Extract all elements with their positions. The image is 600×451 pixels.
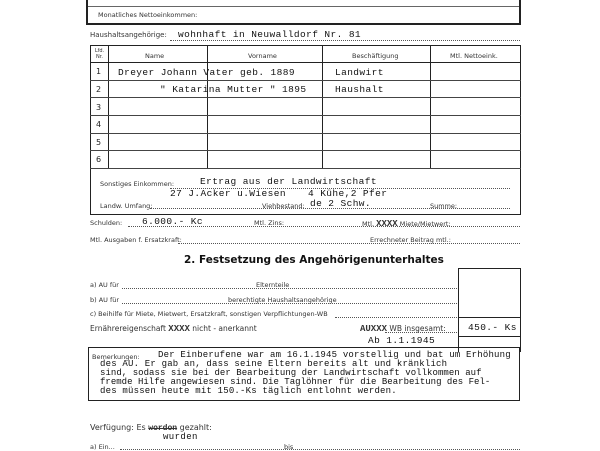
total-dots [385, 332, 457, 333]
col-header-vorname: Vorname [248, 52, 277, 60]
amount-box-left [458, 268, 459, 352]
remarks-line-4: fremde Hilfe angewiesen sind. Die Taglöhner für die Bearbeitung des Fel- [100, 377, 491, 387]
row-nr-2: 2 [96, 85, 102, 94]
col-header-name: Name [145, 52, 165, 60]
row-2-person: " Katarina Mutter " 1895 [160, 84, 307, 95]
top-box-right-border [519, 0, 521, 24]
debts-label: Schulden: [90, 219, 123, 227]
row-nr-3: 3 [96, 103, 102, 112]
line-b-middle: berechtigte Haushaltsangehörige [228, 296, 337, 304]
row-line-4 [90, 133, 521, 134]
row-line-2 [90, 97, 521, 98]
row-2-job: Haushalt [335, 84, 384, 95]
line-a-middle: Elternteile [256, 281, 290, 289]
amount-box-sep [458, 317, 521, 318]
amount-box-right [520, 268, 521, 352]
other-income-label: Sonstiges Einkommen: [100, 180, 175, 188]
rent-strike: XXXX [376, 219, 398, 229]
row-line-1 [90, 80, 521, 81]
total-strike: AUXXX [360, 324, 388, 334]
line-b-dots [122, 303, 457, 304]
order-label: Verfügung: Es wordon gezahlt: [90, 423, 212, 433]
farm-value: 27 J.Acker u.Wiesen [170, 188, 286, 199]
line-a-label: a) AU für [90, 281, 119, 289]
remarks-line-1: Der Einberufene war am 16.1.1945 vorstellig und bat um Erhöhung [158, 350, 511, 360]
debts-value: 6.000.- Kc [142, 216, 204, 227]
partial-label: a) Ein... [90, 443, 115, 451]
partial-label-2: bis [284, 443, 294, 451]
col-header-nr: Lfd. Nr. [94, 48, 105, 60]
interest-label: Mtl. Zins: [254, 219, 285, 227]
row-line-6 [90, 168, 521, 169]
top-box-left-border [86, 0, 88, 24]
contribution-label: Errechneter Beitrag mtl.: [370, 236, 451, 244]
row-nr-5: 5 [96, 138, 102, 147]
rent-label: Mtl. XXXX Miete/Mietwert: [362, 219, 451, 229]
expenses-label: Mtl. Ausgaben f. Ersatzkraft: [90, 236, 182, 244]
household-residence-typed: wohnhaft in Neuwalldorf Nr. 81 [178, 29, 362, 40]
farm-dotline [150, 208, 510, 209]
remarks-line-3: sind, sodass sie bei der Bearbeitung der Landwirtschaft vollkommen auf [100, 368, 482, 378]
col-header-job: Beschäftigung [352, 52, 399, 60]
row-1-person: Dreyer Johann Vater geb. 1889 [118, 67, 295, 78]
col-header-income: Mtl. Nettoeink. [450, 52, 498, 60]
household-label: Haushaltsangehörige: [90, 31, 167, 39]
livestock-value-2: de 2 Schw. [310, 198, 372, 209]
household-dotline [170, 40, 520, 41]
row-line-5 [90, 150, 521, 151]
monthly-income-label: Monatliches Nettoeinkommen: [98, 11, 198, 19]
total-value: 450.- Ks [468, 322, 517, 333]
from-date: Ab 1.1.1945 [368, 335, 436, 346]
remarks-line-2: des AU. Er gab an, dass seine Eltern bereits alt und kränklich [100, 359, 448, 369]
table-header-line [90, 62, 521, 63]
row-line-3 [90, 115, 521, 116]
debts-dotline [128, 226, 520, 227]
line-a-dots [122, 288, 457, 289]
other-income-value: Ertrag aus der Landwirtschaft [200, 176, 377, 187]
order-strike: wordon [148, 424, 178, 433]
row-nr-4: 4 [96, 120, 102, 129]
line-c-label: c) Beihilfe für Miete, Mietwert, Ersatzkraft, sonstigen Verpflichtungen-WB [90, 310, 328, 318]
livestock-label: Viehbestand: [262, 202, 305, 210]
expenses-dotline [178, 243, 520, 244]
farm-label: Landw. Umfang: [100, 202, 153, 210]
amount-box-bottom [458, 336, 521, 337]
sum-label: Summe: [430, 202, 458, 210]
total-label: AUXXX WB insgesamt: [360, 324, 446, 334]
remarks-line-5: des müssen heute mit 150.-Ks täglich entlohnt werden. [100, 386, 397, 396]
earner-strike: XXXX [168, 324, 190, 334]
line-b-label: b) AU für [90, 296, 120, 304]
earner-label: Ernährereigenschaft XXXX nicht - anerkannt [90, 324, 257, 334]
top-box-bottom-border [86, 23, 521, 25]
order-typed: wurden [163, 432, 198, 442]
section-2-heading: 2. Festsetzung des Angehörigenunterhaltes [184, 254, 444, 266]
remarks-label: Bemerkungen: [92, 353, 140, 361]
top-box-inner-divider [88, 6, 519, 7]
row-nr-6: 6 [96, 155, 102, 164]
row-1-job: Landwirt [335, 67, 384, 78]
row-nr-1: 1 [96, 67, 102, 76]
amount-box-top [458, 268, 521, 269]
line-c-dots [335, 317, 457, 318]
livestock-value: 4 Kühe,2 Pfer [308, 188, 388, 199]
